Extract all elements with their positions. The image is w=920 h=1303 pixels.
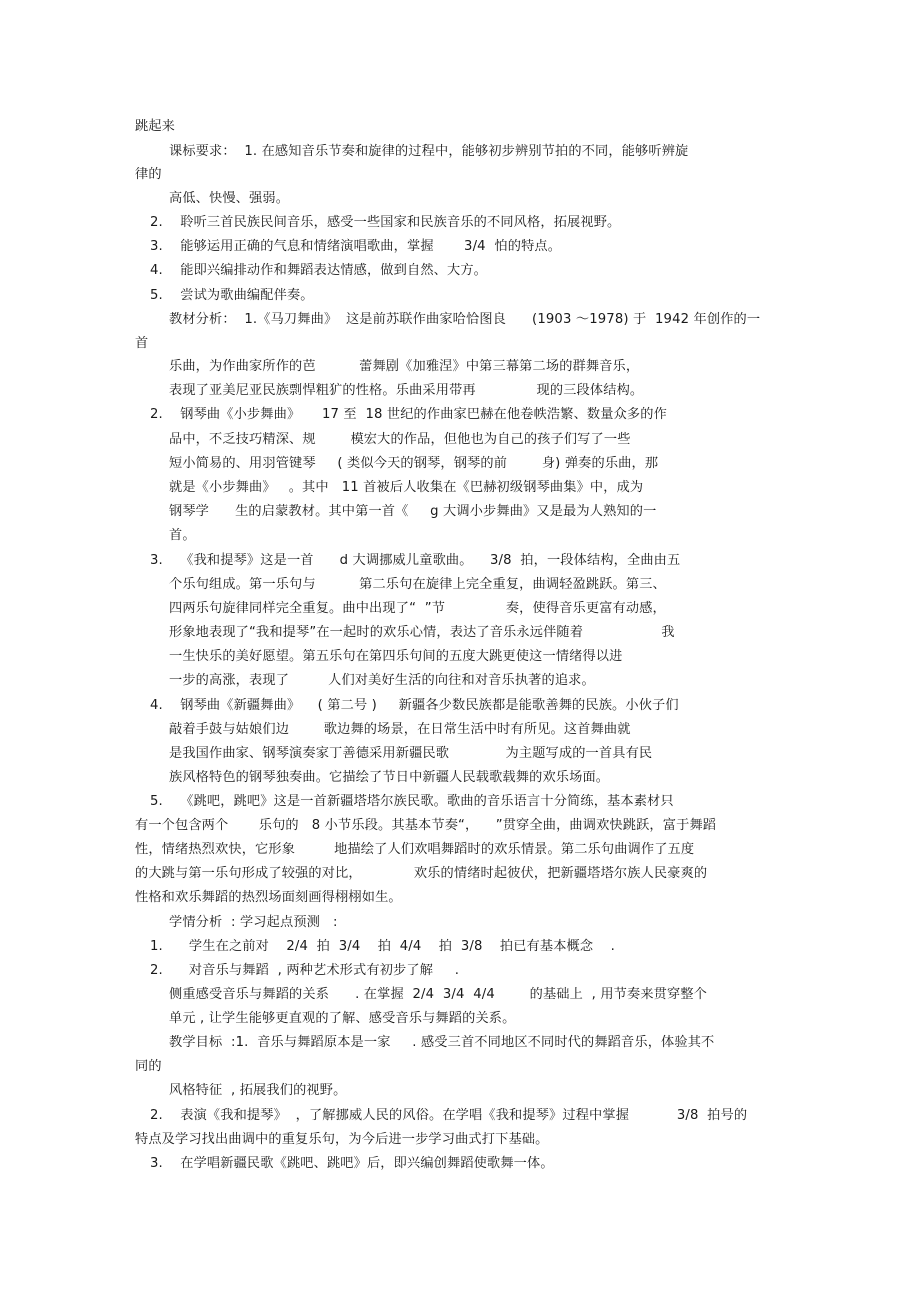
doc-title: 跳起来 [135,119,176,134]
doc-line: 4. 能即兴编排动作和舞蹈表达情感，做到自然、大方。 [150,263,488,278]
doc-line: 一步的高涨，表现了 人们对美好生活的向往和对音乐执著的追求。 [169,673,595,688]
doc-line: 教学目标 :1. 音乐与舞蹈原本是一家 . 感受三首不同地区不同时代的舞蹈音乐，体验其不 [169,1035,715,1050]
doc-line: 首 [135,336,149,351]
doc-line: 侧重感受音乐与舞蹈的关系 . 在掌握 2/4 3/4 4/4 的基础上 , 用节奏来贯穿整个 [169,987,708,1002]
doc-line: 教材分析： 1.《马刀舞曲》 这是前苏联作曲家哈恰图良 (1903 ～1978) 于 1942 年创作的一 [169,312,761,327]
doc-line: 品中，不乏技巧精深、规 模宏大的作品，但他也为自己的孩子们写了一些 [169,432,631,447]
doc-line: 3. 《我和提琴》这是一首 d 大调挪威儿童歌曲。 3/8 拍，一段体结构，全曲由五 [150,553,681,568]
doc-line: 1. 学生在之前对 2/4 拍 3/4 拍 4/4 拍 3/8 拍已有基本概念 . [150,939,615,954]
doc-line: 钢琴学 生的启蒙教材。其中第一首《 g 大调小步舞曲》又是最为人熟知的一 [169,504,657,519]
doc-line: 性，情绪热烈欢快，它形象 地描绘了人们欢唱舞蹈时的欢乐情景。第二乐句曲调作了五度 [135,842,695,857]
doc-line: 5. 尝试为歌曲编配伴奏。 [150,288,314,303]
doc-line: 课标要求： 1. 在感知音乐节奏和旋律的过程中，能够初步辨别节拍的不同，能够听辨旋 [169,144,689,159]
doc-line: 同的 [135,1059,162,1074]
doc-line: 风格特征 , 拓展我们的视野。 [169,1083,347,1098]
doc-line: 3. 能够运用正确的气息和情绪演唱歌曲，掌握 3/4 怕的特点。 [150,239,562,254]
doc-line: 学情分析 : 学习起点预测 : [169,915,338,930]
doc-line: 2. 对音乐与舞蹈 , 两种艺术形式有初步了解 . [150,963,460,978]
doc-line: 有一个包含两个 乐句的 8 小节乐段。其基本节奏“， ”贯穿全曲，曲调欢快跳跃，富于舞蹈 [135,818,717,833]
doc-line: 表现了亚美尼亚民族剽悍粗犷的性格。乐曲采用带再 现的三段体结构。 [169,383,644,398]
doc-line: 单元 , 让学生能够更直观的了解、感受音乐与舞蹈的关系。 [169,1011,516,1026]
doc-line: 就是《小步舞曲》 。其中 11 首被后人收集在《巴赫初级钢琴曲集》中，成为 [169,480,644,495]
doc-line: 律的 [135,167,162,182]
doc-line: 5. 《跳吧，跳吧》这是一首新疆塔塔尔族民歌。歌曲的音乐语言十分简练，基本素材只 [150,794,674,809]
doc-line: 四两乐句旋律同样完全重复。曲中出现了“ ”节 奏，使得音乐更富有动感， [169,601,666,616]
doc-line: 2. 表演《我和提琴》 ，了解挪威人民的风俗。在学唱《我和提琴》过程中掌握 3/8 拍号的 [150,1108,748,1123]
doc-line: 族风格特色的钢琴独奏曲。它描绘了节日中新疆人民载歌载舞的欢乐场面。 [169,770,610,785]
doc-line: 高低、快慢、强弱。 [169,191,290,206]
doc-line: 敲着手鼓与姑娘们边 歌边舞的场景，在日常生活中时有所见。这首舞曲就 [169,722,631,737]
doc-line: 是我国作曲家、钢琴演奏家丁善德采用新疆民歌 为主题写成的一首具有民 [169,746,653,761]
doc-line: 乐曲，为作曲家所作的芭 蕾舞剧《加雅涅》中第三幕第二场的群舞音乐， [169,359,640,374]
doc-line: 特点及学习找出曲调中的重复乐句，为今后进一步学习曲式打下基础。 [135,1132,549,1147]
doc-line: 的大跳与第一乐句形成了较强的对比， 欢乐的情绪时起彼伏，把新疆塔塔尔族人民豪爽的 [135,866,708,881]
doc-line: 一生快乐的美好愿望。第五乐句在第四乐句间的五度大跳更使这一情绪得以进 [169,649,623,664]
doc-line: 性格和欢乐舞蹈的热烈场面刻画得栩栩如生。 [135,890,402,905]
doc-line: 短小简易的、用羽管键琴 ( 类似今天的钢琴，钢琴的前 身) 弹奏的乐曲，那 [169,456,659,471]
doc-line: 2. 钢琴曲《小步舞曲》 17 至 18 世纪的作曲家巴赫在他卷帙浩繁、数量众多的作 [150,407,667,422]
doc-line: 个乐句组成。第一乐句与 第二乐句在旋律上完全重复，曲调轻盈跳跃。第三、 [169,577,666,592]
doc-line: 4. 钢琴曲《新疆舞曲》 ( 第二号 ) 新疆各少数民族都是能歌善舞的民族。小伙子们 [150,698,679,713]
doc-line: 3. 在学唱新疆民歌《跳吧、跳吧》后，即兴编创舞蹈使歌舞一体。 [150,1156,554,1171]
doc-line: 首。 [169,528,196,543]
doc-line: 2. 聆听三首民族民间音乐，感受一些国家和民族音乐的不同风格，拓展视野。 [150,215,621,230]
doc-line: 形象地表现了“我和提琴”在一起时的欢乐心情，表达了音乐永远伴随着 我 [169,625,675,640]
